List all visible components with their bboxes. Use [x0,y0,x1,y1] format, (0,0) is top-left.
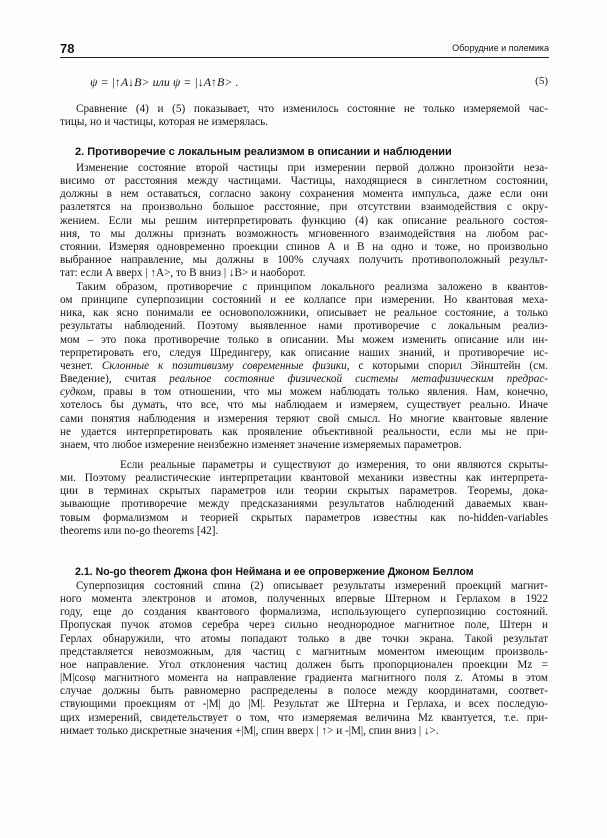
text-line: ми. Поэтому реалистические интерпретации квантовой механики известны как интерпрета- [60,472,548,485]
text-line [60,386,548,399]
equation-text: ψ = |↑A↓B> или ψ = |↓A↑B> . [90,75,239,89]
text-line: Суперпозиция состояний спина (2) описывает результаты измерений проекций магнит- [76,580,548,592]
text-line: мом – это пока противоречие только в описании. Мы можем изменить описание или ин- [60,333,548,346]
text-line: терпретировать его, следуя Шредингеру, как описание наших знаний, и противоречие ис- [60,346,548,359]
text-line: Герлах обнаружили, что атомы попадают только в две точки экрана. Такой результат [60,632,548,645]
text-line: не удается интерпретировать как проявление объективной реальности, если мы не при- [60,425,548,438]
text-line: выбранное направление, мы должны в 100% случаях получить противоположный результ- [60,254,548,267]
text-line: хотелось бы думать, что все, что мы наблюдаем и измеряем, существует реально. Иначе [60,399,548,412]
text-line: |M|cosφ магнитного момента на направление градиента магнитного поля z. Атомы в этом [60,672,548,685]
page-number: 78 [60,41,75,56]
text-line: разлетятся на произвольно большое расстояние, при отсутствии взаимодействия с окру- [60,201,548,214]
text-line: тат: если А вверх | ↑A>, то В вниз | ↓B> и наоборот. [60,267,306,280]
text-line: тицы, но и частицы, которая не измерялась. [60,116,269,129]
equation-number: (5) [535,75,548,87]
text-line: ного момента электронов и атомов, полученных впервые Штерном и Герлахом в 1922 [60,593,548,606]
text-run: Введение), считая [60,373,170,386]
paragraph-nonlocality [60,162,548,280]
text-line: сами понятия наблюдения и измерения теряют свой смысл. Но многие квантовые явление [60,412,548,425]
text-line: висимо от расстояния между частицами. Частицы, находящиеся в синглетном состоянии, [60,175,548,188]
text-line: щих измерений, свидетельствует о том, что измеряемая величина Mz квантуется, т.е. при- [60,711,548,724]
text-line: ствующими проекциям от -|M| до |M|. Результат же Штерна и Герлаха, и всех последую- [60,698,548,711]
text-line: представляется невозможным, для частиц с магнитным моментом имеющим произволь- [60,645,548,658]
text-line: результаты наблюдений. Поэтому выявленное нами противоречие с локальным реализ- [60,320,548,333]
italic-run: реальное состояние физической системы метафизическим предрас- [169,373,548,386]
text-line [60,373,548,386]
text-run: чезнет. [60,359,102,372]
text-line: ния, то мы должны признать возможность мгновенного взаимодействия на любом рас- [60,227,548,240]
text-line: Если реальные параметры и существуют до измерения, то они являются скрыты- [120,459,548,471]
text-line: Пропуская пучок атомов серебра через сильно неоднородное магнитное поле, Штерн и [60,619,548,632]
paragraph-local-realism [60,281,548,452]
page-header [60,41,549,58]
section-2-heading: 2. Противоречие с локальным реализмом в описании и наблюдении [75,146,452,158]
text-line: товым формализмом и теорией скрытых параметров известны как no-hidden-variables [60,511,548,524]
text-line: Сравнение (4) и (5) показывает, что изменилось состояние не только измеряемой час- [76,103,548,115]
text-line: Таким образом, противоречие с принципом локального реализма заложено в квантов- [76,281,548,293]
paragraph-hidden-variables [60,459,548,538]
italic-run: судком [60,386,93,399]
text-line: ом принципе суперпозиции состояний и ее коллапсе при измерении. Но квантовая меха- [60,294,548,307]
text-line: году, еще до создания квантового формализма, использующего суперпозицию состояний. [60,606,548,619]
running-title: Оборудние и полемика [452,43,549,53]
text-line: стоянии. Измеряя одновременно проекции спинов А и В на одно и тоже, но произвольно [60,240,548,253]
paragraph-stern-gerlach [60,580,548,738]
text-line: жением. Если мы решим интерпретировать функцию (4) как описание реального состоя- [60,214,548,227]
text-line: ника, как ясно понимали ее основоположники, описывает не реальное состояние, а только [60,307,548,320]
text-line: нимает только дискретные значения +|M|, спин вверх | ↑> и -|M|, спин вниз | ↓>. [60,724,439,737]
text-line: ции в терминах скрытых параметров или теории скрытых параметров. Теоремы, дока- [60,485,548,498]
text-line [60,360,548,373]
text-line: знаем, что любое измерение неизбежно изменяет значение измеряемых параметров. [60,438,462,451]
text-line: theorems или no-go theorems [42]. [60,524,219,537]
text-line: Изменение состояние второй частицы при измерении первой должно произойти неза- [76,162,548,174]
text-run: , с которыми спорил Эйнштейн (см. [346,359,548,372]
paragraph-comparison [60,103,548,129]
text-run: , правы в том отношении, что мы можем наблюдать только явления. Нам, конечно, [92,386,548,399]
section-2-1-heading: 2.1. No-go theorem Джона фон Неймана и ее опровержение Джоном Беллом [75,566,474,578]
equation-5 [90,75,548,90]
italic-run: Склонные к позитивизму современные физики [101,359,347,372]
text-line: случае должны быть равномерно распределены в полосе между координатами, соответ- [60,685,548,698]
text-line: должны в нем оставаться, согласно закону сохранения момента импульса, даже если они [60,188,548,201]
text-line: зывающие противоречие между предсказаниями результатов наблюдений даваемых кван- [60,498,548,511]
text-line: ное направление. Угол отклонения частиц должен быть пропорционален проекции Mz = [60,658,548,671]
